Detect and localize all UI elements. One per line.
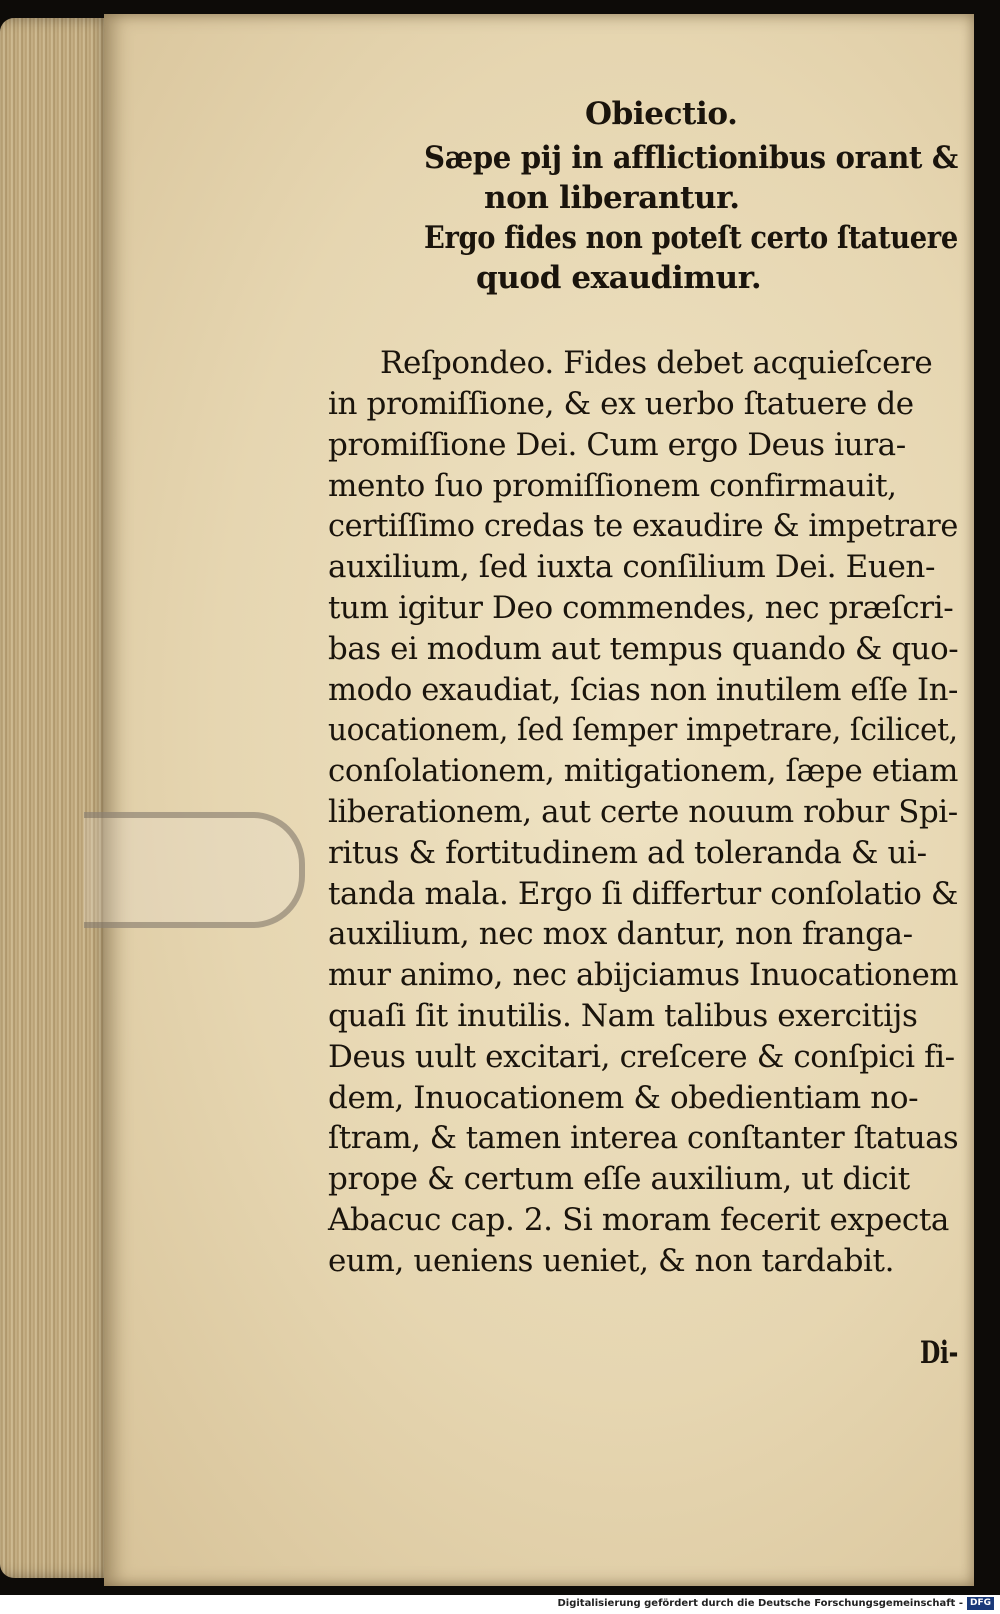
objection-line: Ergo fides non poteſt certo ſtatuere [424,220,958,256]
response-line: conſolationem, mitigationem, ſæpe etiam [328,753,958,789]
objection-line: non liberantur. [484,180,740,216]
response-line: auxilium, ſed iuxta conſilium Dei. Euen- [328,549,936,585]
response-line: mur animo, nec abijciamus Inuocationem [328,957,959,993]
response-line: tum igitur Deo commendes, nec præſcri- [328,590,954,626]
response-line: liberationem, aut certe nouum robur Spi- [328,794,958,830]
response-line: ritus & fortitudinem ad toleranda & ui- [328,835,927,871]
response-line: prope & certum eſſe auxilium, ut dicit [328,1161,910,1197]
response-line: eum, ueniens ueniet, & non tardabit. [328,1243,895,1279]
heading: Obiectio. [585,96,738,132]
response-line: Abacuc cap. 2. Si moram fecerit expecta [328,1202,949,1238]
response-line: dem, Inuocationem & obedientiam no- [328,1080,919,1116]
response-line: bas ei modum aut tempus quando & quo- [328,631,959,667]
response-line: certiſſimo credas te exaudire & impetrare [328,508,958,544]
response-line: quaſi ſit inutilis. Nam talibus exercitijs [328,998,918,1034]
response-line: auxilium, nec mox dantur, non franga- [328,916,913,952]
book-fore-edge [0,18,112,1578]
catchword: Di- [920,1335,958,1371]
response-line: uocationem, ſed ſemper impetrare, ſcilicet, [328,712,958,748]
response-line: mento ſuo promiſſionem confirmauit, [328,468,897,504]
objection-line: Sæpe pij in afflictionibus orant & [424,140,958,176]
digitization-footer [557,1597,994,1610]
footer-credit: Digitalisierung gefördert durch die Deutsche Forschungsgemeinschaft - [557,1598,963,1609]
response-line: in promiſſione, & ex uerbo ſtatuere de [328,386,914,422]
objection-line: quod exaudimur. [476,260,762,296]
page-clip [84,812,305,928]
response-line: promiſſione Dei. Cum ergo Deus iura- [328,427,906,463]
dfg-logo: DFG [967,1597,994,1610]
response-line: ſtram, & tamen interea conſtanter ſtatuas [328,1120,959,1156]
response-line: Deus uult excitari, creſcere & conſpici fi- [328,1039,955,1075]
response-line: tanda mala. Ergo ſi differtur conſolatio & [328,876,959,912]
response-line: Reſpondeo. Fides debet acquieſcere [380,345,933,381]
response-line: modo exaudiat, ſcias non inutilem eſſe In- [328,672,959,708]
